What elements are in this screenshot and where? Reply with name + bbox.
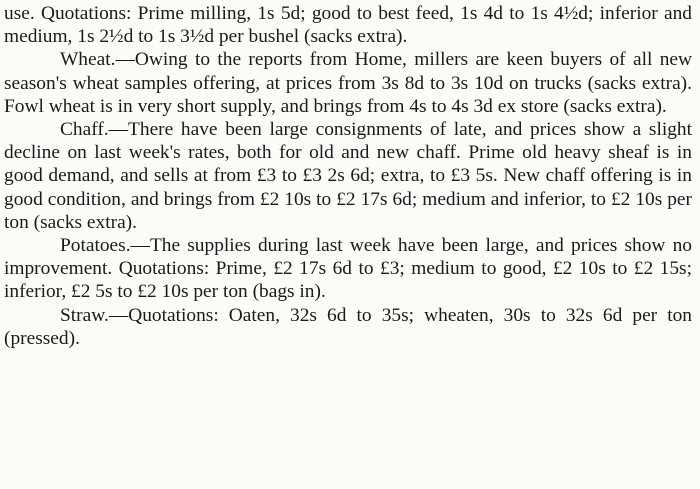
paragraph-chaff: Chaff.—There have been large consignments of late, and prices show a slight decline on last week's rates, both for old and new chaff. Prime old heavy sheaf is in good demand, and sells at from £3 to £3 2s 6d; extra, to £3 5s. New chaff offering is in good condition, and brings from £2 10s to £2 17s 6d; medium and inferior, to £2 10s per ton (sacks extra). [4, 119, 692, 233]
paragraph-oats-continuation: use. Quotations: Prime milling, 1s 5d; good to best feed, 1s 4d to 1s 4½d; inferior and medium, 1s 2½d to 1s 3½d per bushel (sacks extra). [4, 3, 692, 48]
paragraph-potatoes: Potatoes.—The supplies during last week have been large, and prices show no improvement. Quotations: Prime, £2 17s 6d to £3; medium to good, £2 10s to £2 15s; inferior, £2 5s to £2 10s per ton (bags in). [4, 235, 692, 303]
article-column [4, 2, 692, 350]
paragraph-wheat: Wheat.—Owing to the reports from Home, millers are keen buyers of all new season's wheat samples offering, at prices from 3s 8d to 3s 10d on trucks (sacks extra). Fowl wheat is in very short supply, and brings from 4s to 4s 3d ex store (sacks extra). [4, 49, 692, 117]
paragraph-straw: Straw.—Quotations: Oaten, 32s 6d to 35s; wheaten, 30s to 32s 6d per ton (pressed). [4, 304, 692, 349]
